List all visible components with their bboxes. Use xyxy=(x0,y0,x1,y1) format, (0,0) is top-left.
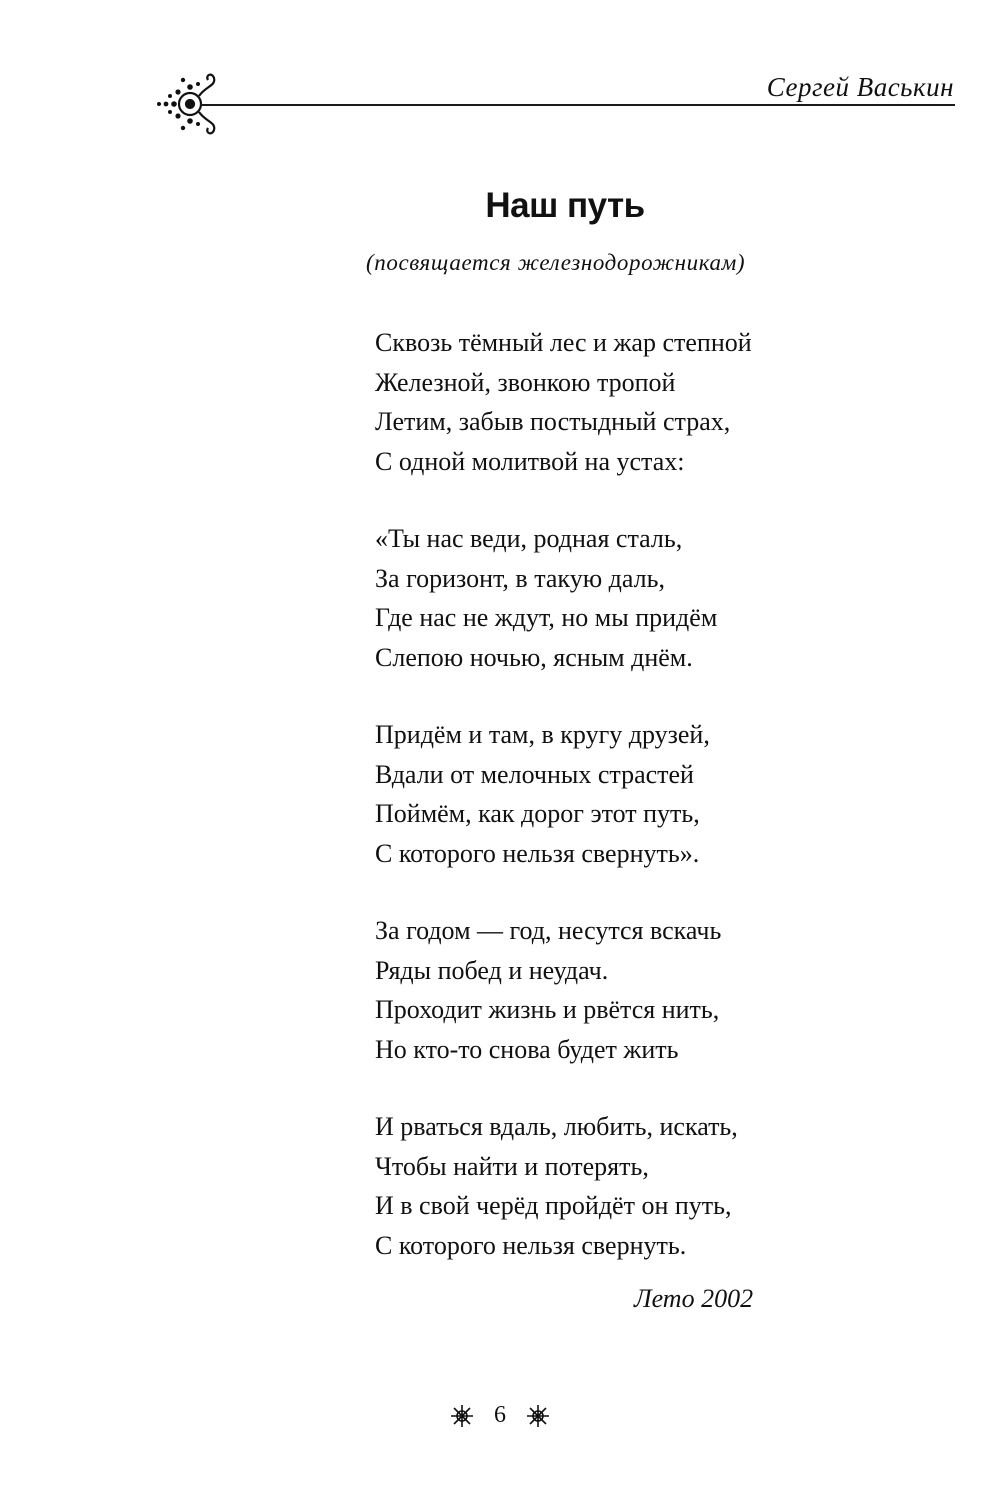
poem-line: С которого нельзя свернуть». xyxy=(375,838,700,868)
stanza xyxy=(375,519,752,677)
stanza xyxy=(375,715,752,873)
page-number: 6 xyxy=(494,1402,506,1428)
poem-line: И рваться вдаль, любить, искать, xyxy=(375,1112,738,1141)
poem-date: Лето 2002 xyxy=(634,1284,754,1313)
stanza xyxy=(375,911,752,1069)
header-rule xyxy=(200,104,955,106)
poem-line: За годом — год, несутся вскачь xyxy=(375,916,722,945)
poem-dedication: (посвящается железнодорожникам) xyxy=(366,250,746,275)
poem-line: С которого нельзя свернуть. xyxy=(375,1230,687,1260)
poem-line: Летим, забыв постыдный страх, xyxy=(375,407,731,436)
poem-line: За горизонт, в такую даль, xyxy=(375,563,665,593)
poem-line: Чтобы найти и потерять, xyxy=(375,1151,649,1181)
poem-line: «Ты нас веди, родная сталь, xyxy=(375,524,683,553)
poem-line: Железной, звонкою тропой xyxy=(375,367,676,397)
poem-line: Ряды побед и неудач. xyxy=(375,955,609,985)
poem-line: Придём и там, в кругу друзей, xyxy=(375,720,710,749)
poem-line: Вдали от мелочных страстей xyxy=(375,759,694,789)
poem-line: И в свой черёд пройдёт он путь, xyxy=(375,1191,732,1220)
poem-title: Наш путь xyxy=(485,186,645,225)
stanza xyxy=(375,1107,752,1265)
page-footer xyxy=(0,1402,1000,1429)
poem-line: Но кто-то снова будет жить xyxy=(375,1034,679,1064)
running-header-author: Сергей Васькин xyxy=(766,72,954,102)
snowflake-ornament-icon xyxy=(525,1403,551,1429)
snowflake-ornament-icon xyxy=(449,1403,475,1429)
poem-line: Сквозь тёмный лес и жар степной xyxy=(375,328,752,357)
poem-line: Поймём, как дорог этот путь, xyxy=(375,799,700,828)
poem-line: Слепою ночью, ясным днём. xyxy=(375,642,693,672)
poem-body xyxy=(375,323,752,1303)
stanza xyxy=(375,323,752,481)
poem-line: Где нас не ждут, но мы придём xyxy=(375,603,718,632)
poem-line: С одной молитвой на устах: xyxy=(375,446,685,476)
poem-line: Проходит жизнь и рвётся нить, xyxy=(375,995,720,1024)
